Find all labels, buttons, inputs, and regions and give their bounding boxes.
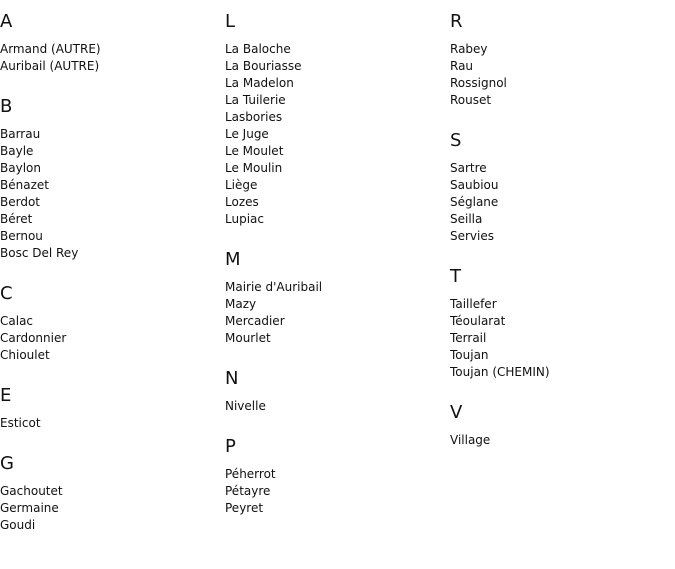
letter-heading: P xyxy=(225,436,236,457)
letter-heading: T xyxy=(450,266,461,287)
place-list xyxy=(450,41,550,109)
letter-heading: V xyxy=(450,402,463,423)
place-list xyxy=(225,466,322,517)
place-list xyxy=(0,415,101,432)
letter-group xyxy=(0,11,101,75)
place-link[interactable]: Rau xyxy=(450,59,474,73)
place-link[interactable]: Auribail (AUTRE) xyxy=(0,59,100,73)
letter-group xyxy=(225,11,322,228)
place-list xyxy=(225,41,322,228)
place-link[interactable]: Béret xyxy=(0,212,33,226)
letter-heading: S xyxy=(450,130,462,151)
place-link[interactable]: Le Moulet xyxy=(225,144,284,158)
place-link[interactable]: Lozes xyxy=(225,195,259,209)
place-link[interactable]: Servies xyxy=(450,229,495,243)
place-link[interactable]: Seilla xyxy=(450,212,483,226)
place-list xyxy=(0,313,101,364)
letter-group xyxy=(0,283,101,364)
letter-heading: N xyxy=(225,368,239,389)
place-link[interactable]: Lupiac xyxy=(225,212,264,226)
place-link[interactable]: Village xyxy=(450,433,491,447)
letter-group xyxy=(450,130,550,245)
place-link[interactable]: Rabey xyxy=(450,42,488,56)
place-list xyxy=(450,160,550,245)
place-link[interactable]: La Madelon xyxy=(225,76,294,90)
place-link[interactable]: Sartre xyxy=(450,161,487,175)
place-link[interactable]: Bayle xyxy=(0,144,34,158)
letter-group xyxy=(0,96,101,262)
place-link[interactable]: Pétayre xyxy=(225,484,271,498)
letter-heading: E xyxy=(0,385,12,406)
letter-group xyxy=(225,249,322,347)
place-link[interactable]: Toujan (CHEMIN) xyxy=(450,365,550,379)
place-link[interactable]: Liège xyxy=(225,178,258,192)
place-link[interactable]: Gachoutet xyxy=(0,484,63,498)
place-link[interactable]: Mairie d'Auribail xyxy=(225,280,323,294)
letter-group xyxy=(0,453,101,534)
place-link[interactable]: Le Moulin xyxy=(225,161,283,175)
place-link[interactable]: Calac xyxy=(0,314,34,328)
place-link[interactable]: Bosc Del Rey xyxy=(0,246,79,260)
place-link[interactable]: Terrail xyxy=(450,331,487,345)
place-list xyxy=(0,126,101,262)
place-link[interactable]: La Baloche xyxy=(225,42,291,56)
place-link[interactable]: Saubiou xyxy=(450,178,499,192)
place-link[interactable]: Armand (AUTRE) xyxy=(0,42,101,56)
place-list xyxy=(450,432,550,449)
letter-heading: R xyxy=(450,11,463,32)
place-link[interactable]: Chioulet xyxy=(0,348,50,362)
place-list xyxy=(450,296,550,381)
letter-heading: A xyxy=(0,11,13,32)
place-link[interactable]: Germaine xyxy=(0,501,59,515)
letter-group xyxy=(225,368,322,415)
place-link[interactable]: Nivelle xyxy=(225,399,266,413)
place-link[interactable]: Mazy xyxy=(225,297,257,311)
place-link[interactable]: La Tuilerie xyxy=(225,93,286,107)
place-list xyxy=(225,398,322,415)
letter-group xyxy=(225,436,322,517)
index-column-3 xyxy=(450,0,550,449)
place-link[interactable]: Baylon xyxy=(0,161,41,175)
place-link[interactable]: Cardonnier xyxy=(0,331,67,345)
place-link[interactable]: Téoularat xyxy=(450,314,506,328)
index-column-2 xyxy=(225,0,322,517)
place-link[interactable]: Esticot xyxy=(0,416,41,430)
place-link[interactable]: Le Juge xyxy=(225,127,269,141)
place-link[interactable]: Bénazet xyxy=(0,178,49,192)
letter-group xyxy=(450,266,550,381)
place-link[interactable]: Taillefer xyxy=(450,297,497,311)
place-link[interactable]: Bernou xyxy=(0,229,43,243)
place-link[interactable]: Mercadier xyxy=(225,314,285,328)
place-link[interactable]: Barrau xyxy=(0,127,41,141)
place-link[interactable]: Berdot xyxy=(0,195,41,209)
place-list xyxy=(225,279,322,347)
letter-group xyxy=(0,385,101,432)
letter-heading: G xyxy=(0,453,14,474)
place-link[interactable]: Lasbories xyxy=(225,110,283,124)
letter-heading: C xyxy=(0,283,13,304)
place-link[interactable]: La Bouriasse xyxy=(225,59,302,73)
place-link[interactable]: Mourlet xyxy=(225,331,271,345)
letter-heading: L xyxy=(225,11,236,32)
place-list xyxy=(0,41,101,75)
place-link[interactable]: Goudi xyxy=(0,518,36,532)
place-link[interactable]: Toujan xyxy=(450,348,489,362)
letter-heading: B xyxy=(0,96,13,117)
letter-group xyxy=(450,402,550,449)
place-link[interactable]: Séglane xyxy=(450,195,499,209)
letter-group xyxy=(450,11,550,109)
place-list xyxy=(0,483,101,534)
place-link[interactable]: Rouset xyxy=(450,93,492,107)
letter-heading: M xyxy=(225,249,241,270)
place-link[interactable]: Peyret xyxy=(225,501,264,515)
place-link[interactable]: Rossignol xyxy=(450,76,507,90)
place-link[interactable]: Péherrot xyxy=(225,467,276,481)
index-column-1 xyxy=(0,0,101,534)
